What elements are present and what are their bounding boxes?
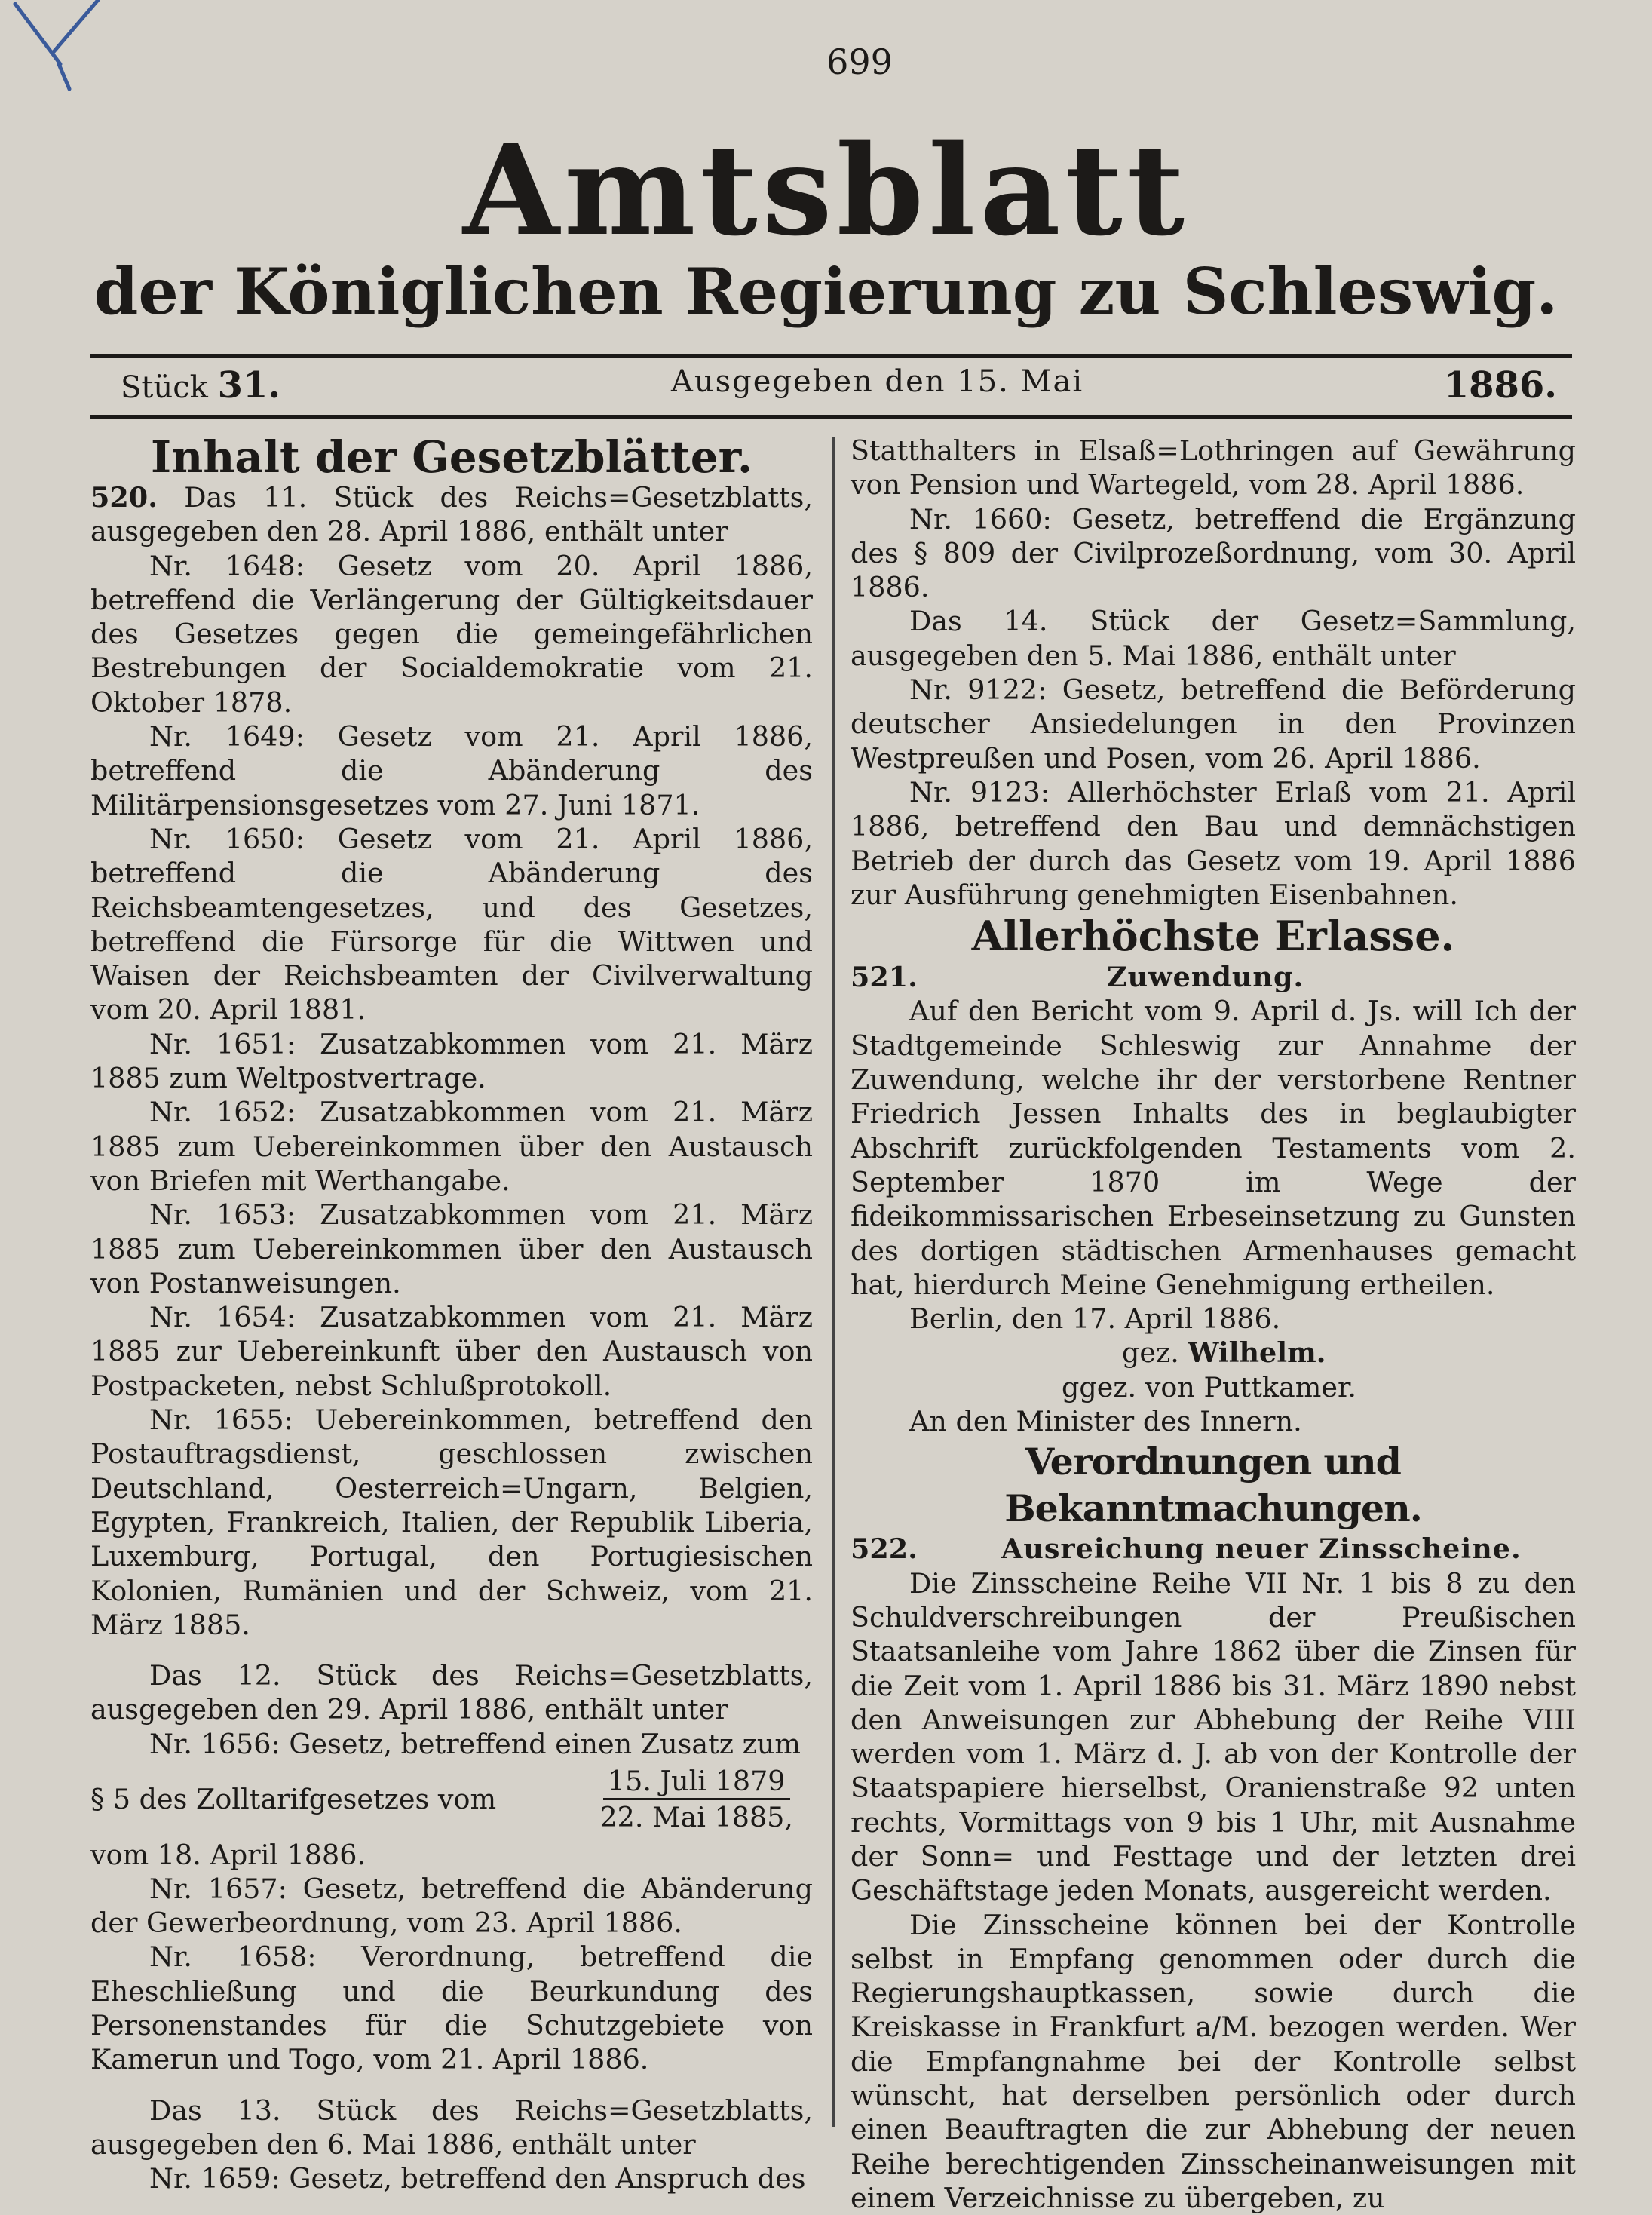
item-1656-end: vom 18. April 1886. xyxy=(90,1838,366,1871)
entry-number: 521. xyxy=(851,961,918,994)
entry-number: 520. xyxy=(90,481,158,514)
issue-label: Stück 31. xyxy=(121,364,281,406)
masthead-title: Amtsblatt xyxy=(462,117,1190,263)
item-1655: Nr. 1655: Uebereinkommen, betreffend den Postauftragsdienst, geschlossen zwischen Deutschland, Oesterreich=Ungarn, Belgien, Egypten, Frankreich, Italien, der Republik Liberia, Luxemburg, Portugal, den Portugiesischen Kolonien, Rumänien und der Schweiz, vom 21. März 1885. xyxy=(90,1404,813,1641)
item-1660: Nr. 1660: Gesetz, betreffend die Ergänzung des § 809 der Civilprozeßordnung, vom 30. April 1886. xyxy=(851,502,1576,604)
stueck-12-intro: Das 12. Stück des Reichs=Gesetzblatts, ausgegeben den 29. April 1886, enthält unter xyxy=(90,1659,813,1726)
entry-521-text: Auf den Bericht vom 9. April d. Js. will Ich der Stadtgemeinde Schleswig zur Annahme der Zuwendung, welche ihr der verstorbene Rentner Friedrich Jessen Inhalts des in beglaubigter Abschrift zurückfolgenden Testaments vom 2. September 1870 im Wege der fideikommissarischen Erbeseinsetzung zu Gunsten des dortigen städtischen Armenhauses gemacht hat, hierdurch Meine Genehmigung ertheilen. xyxy=(851,995,1576,1301)
item-1658: Nr. 1658: Verordnung, betreffend die Eheschließung und die Beurkundung des Personenstandes für die Schutzgebiete von Kamerun und Togo, vom 21. April 1886. xyxy=(90,1940,813,2076)
recipient-line: An den Minister des Innern. xyxy=(909,1405,1302,1438)
entry-number: 522. xyxy=(851,1532,918,1566)
left-column xyxy=(90,431,813,2196)
item-1656-paragraph: § 5 des Zolltarifgesetzes vom xyxy=(90,1783,497,1816)
top-rule xyxy=(90,354,1572,358)
item-1657: Nr. 1657: Gesetz, betreffend die Abänderung der Gewerbeordnung, vom 23. April 1886. xyxy=(90,1872,813,1940)
signature-line: gez. Wilhelm. xyxy=(1122,1336,1326,1370)
stueck-14-intro: Das 14. Stück der Gesetz=Sammlung, ausgegeben den 5. Mai 1886, enthält unter xyxy=(851,605,1576,672)
entry-title: Ausreichung neuer Zinsscheine. xyxy=(1001,1532,1522,1566)
item-1659: Nr. 1659: Gesetz, betreffend den Anspruch des xyxy=(149,2162,806,2195)
item-9123: Nr. 9123: Allerhöchster Erlaß vom 21. April 1886, betreffend den Bau und demnächstigen Betrieb der durch das Gesetz vom 19. April 1886 zur Ausführung genehmigten Eisenbahnen. xyxy=(851,775,1576,911)
section-heading-erlasse: Allerhöchste Erlasse. xyxy=(971,912,1455,961)
issue-year: 1886. xyxy=(1443,364,1557,406)
entry-520: 520. Das 11. Stück des Reichs=Gesetzblatts, ausgegeben den 28. April 1886, enthält unter xyxy=(90,481,813,548)
item-1652: Nr. 1652: Zusatzabkommen vom 21. März 1885 zum Uebereinkommen über den Austausch von Briefen mit Werthangabe. xyxy=(90,1096,813,1197)
countersignature: ggez. von Puttkamer. xyxy=(1062,1370,1357,1404)
item-1651: Nr. 1651: Zusatzabkommen vom 21. März 1885 zum Weltpostvertrage. xyxy=(90,1027,813,1095)
column-divider xyxy=(832,437,835,2127)
masthead-subtitle: der Königlichen Regierung zu Schleswig. xyxy=(93,254,1559,329)
right-column xyxy=(851,434,1576,2215)
pen-mark xyxy=(0,0,113,91)
item-9122: Nr. 9122: Gesetz, betreffend die Beförderung deutscher Ansiedelungen in den Provinzen Westpreußen und Posen, vom 26. April 1886. xyxy=(851,673,1576,775)
item-1648: Nr. 1648: Gesetz vom 20. April 1886, betreffend die Verlängerung der Gültigkeitsdauer des Gesetzes gegen die gemeingefährlichen Bestrebungen der Socialdemokratie vom 21. Oktober 1878. xyxy=(90,549,813,719)
bottom-rule xyxy=(90,415,1572,419)
page-number: 699 xyxy=(826,41,893,82)
fraction-numerator: 15. Juli 1879 xyxy=(603,1764,790,1800)
item-1654: Nr. 1654: Zusatzabkommen vom 21. März 1885 zur Uebereinkunft über den Austausch von Postpacketen, nebst Schlußprotokoll. xyxy=(90,1301,813,1402)
item-1656-fraction-row xyxy=(90,1764,813,1835)
signature-name: Wilhelm. xyxy=(1188,1336,1326,1370)
issue-date: Ausgegeben den 15. Mai xyxy=(671,364,1084,399)
entry-522-paragraph-2: Die Zinsscheine können bei der Kontrolle selbst in Empfang genommen oder durch die Regierungshauptkassen, sowie durch die Kreiskasse in Frankfurt a/M. bezogen werden. Wer die Empfangnahme bei der Kontrolle selbst wünscht, hat derselben persönlich oder durch einen Beauftragten die zur Abhebung der neuen Reihe berechtigenden Zinsscheinanweisungen mit einem Verzeichnisse zu übergeben, zu xyxy=(851,1908,1576,2214)
date-fraction xyxy=(595,1764,798,1835)
entry-title: Zuwendung. xyxy=(1107,961,1304,994)
item-1650: Nr. 1650: Gesetz vom 21. April 1886, betreffend die Abänderung des Reichsbeamtengesetzes, und des Gesetzes, betreffend die Fürsorge für die Wittwen und Waisen der Reichsbeamten der Civilverwaltung vom 20. April 1881. xyxy=(90,822,813,1026)
entry-522-header xyxy=(851,1532,1576,1566)
entry-522-paragraph-1: Die Zinsscheine Reihe VII Nr. 1 bis 8 zu den Schuldverschreibungen der Preußischen Staatsanleihe vom Jahre 1862 über die Zinsen für die Zeit vom 1. April 1886 bis 31. März 1890 nebst den Anweisungen zur Abhebung der Reihe VIII werden vom 1. März d. J. ab von der Kontrolle der Staatspapiere hierselbst, Oranienstraße 92 unten rechts, Vormittags von 9 bis 1 Uhr, mit Ausnahme der Sonn= und Festtage und der letzten drei Geschäftstage jeden Monats, ausgereicht werden. xyxy=(851,1566,1576,1907)
issue-number: 31. xyxy=(217,364,281,406)
fraction-denominator: 22. Mai 1885, xyxy=(599,1801,793,1834)
stueck-13-intro: Das 13. Stück des Reichs=Gesetzblatts, ausgegeben den 6. Mai 1886, enthält unter xyxy=(90,2094,813,2161)
item-1656: Nr. 1656: Gesetz, betreffend einen Zusatz zum xyxy=(149,1727,801,1760)
entry-521-header xyxy=(851,960,1576,994)
entry-521-place-date: Berlin, den 17. April 1886. xyxy=(909,1302,1281,1336)
issue-bar xyxy=(90,364,1572,410)
item-1659-continued: Statthalters in Elsaß=Lothringen auf Gewährung von Pension und Wartegeld, vom 28. April 1886. xyxy=(851,434,1576,502)
section-heading-verordnungen: Verordnungen und Bekanntmachungen. xyxy=(1004,1440,1422,1531)
item-1653: Nr. 1653: Zusatzabkommen vom 21. März 1885 zum Uebereinkommen über den Austausch von Postanweisungen. xyxy=(90,1198,813,1299)
section-heading-gesetzblaetter: Inhalt der Gesetzblätter. xyxy=(150,431,753,483)
item-1649: Nr. 1649: Gesetz vom 21. April 1886, betreffend die Abänderung des Militärpensionsgesetzes vom 27. Juni 1871. xyxy=(90,720,813,821)
